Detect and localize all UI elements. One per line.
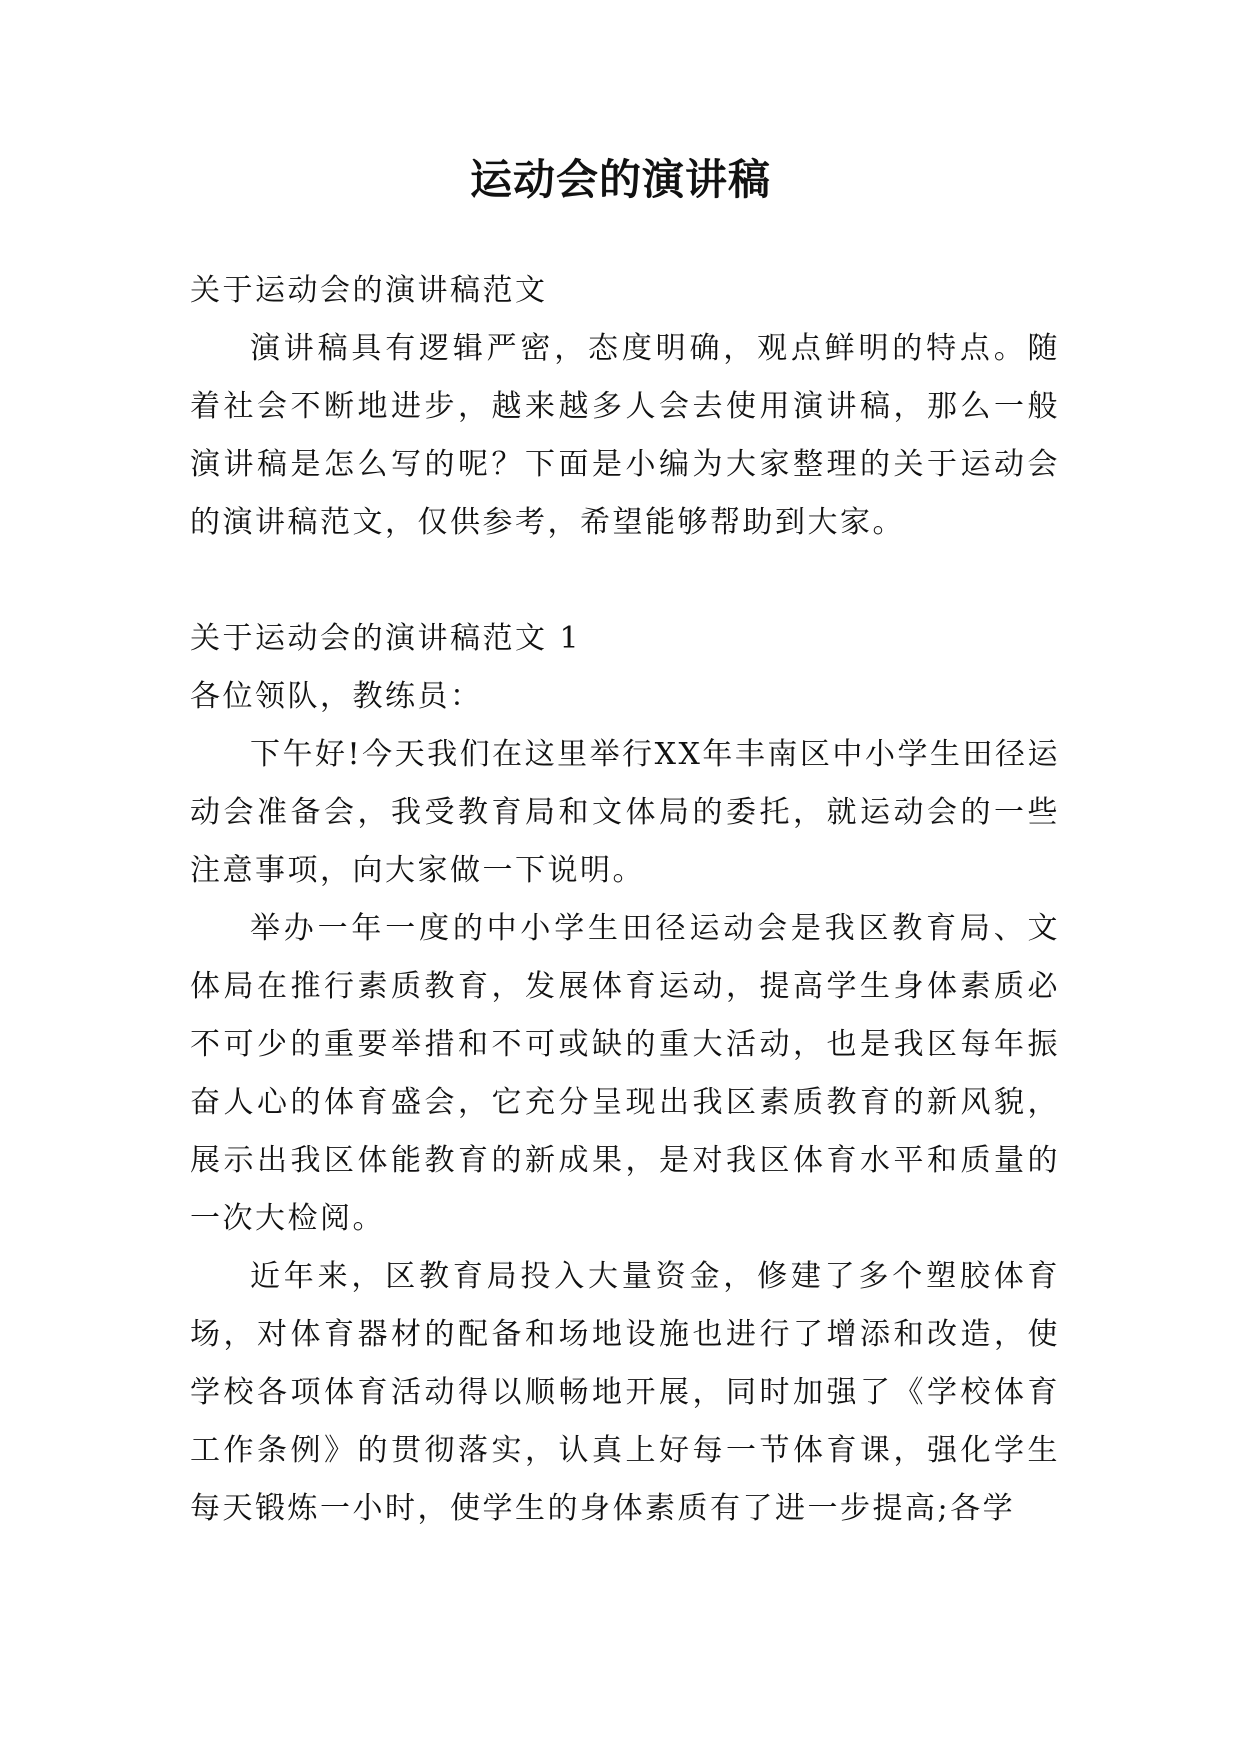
body-paragraph-1: 下午好!今天我们在这里举行XX年丰南区中小学生田径运动会准备会，我受教育局和文体局的委托，就运动会的一些注意事项，向大家做一下说明。 bbox=[190, 737, 1060, 888]
section-spacer bbox=[190, 552, 1060, 610]
document-body bbox=[190, 262, 1060, 1538]
body-paragraph-3: 近年来，区教育局投入大量资金，修建了多个塑胶体育场，对体育器材的配备和场地设施也进行了增添和改造，使学校各项体育活动得以顺畅地开展，同时加强了《学校体育工作条例》的贯彻落实，认真上好每一节体育课，强化学生每天锻炼一小时，使学生的身体素质有了进一步提高;各学 bbox=[190, 1259, 1060, 1526]
document-title: 运动会的演讲稿 bbox=[469, 155, 771, 204]
document-subtitle: 关于运动会的演讲稿范文 bbox=[190, 273, 548, 308]
body-paragraph-2: 举办一年一度的中小学生田径运动会是我区教育局、文体局在推行素质教育，发展体育运动，提高学生身体素质必不可少的重要举措和不可或缺的重大活动，也是我区每年振奋人心的体育盛会，它充分呈现出我区素质教育的新风貌，展示出我区体能教育的新成果，是对我区体育水平和质量的一次大检阅。 bbox=[190, 911, 1060, 1236]
section-heading: 关于运动会的演讲稿范文 1 bbox=[190, 621, 582, 656]
intro-paragraph: 演讲稿具有逻辑严密，态度明确，观点鲜明的特点。随着社会不断地进步，越来越多人会去使用演讲稿，那么一般演讲稿是怎么写的呢？下面是小编为大家整理的关于运动会的演讲稿范文，仅供参考，希望能够帮助到大家。 bbox=[190, 331, 1060, 540]
salutation: 各位领队，教练员： bbox=[190, 679, 483, 714]
